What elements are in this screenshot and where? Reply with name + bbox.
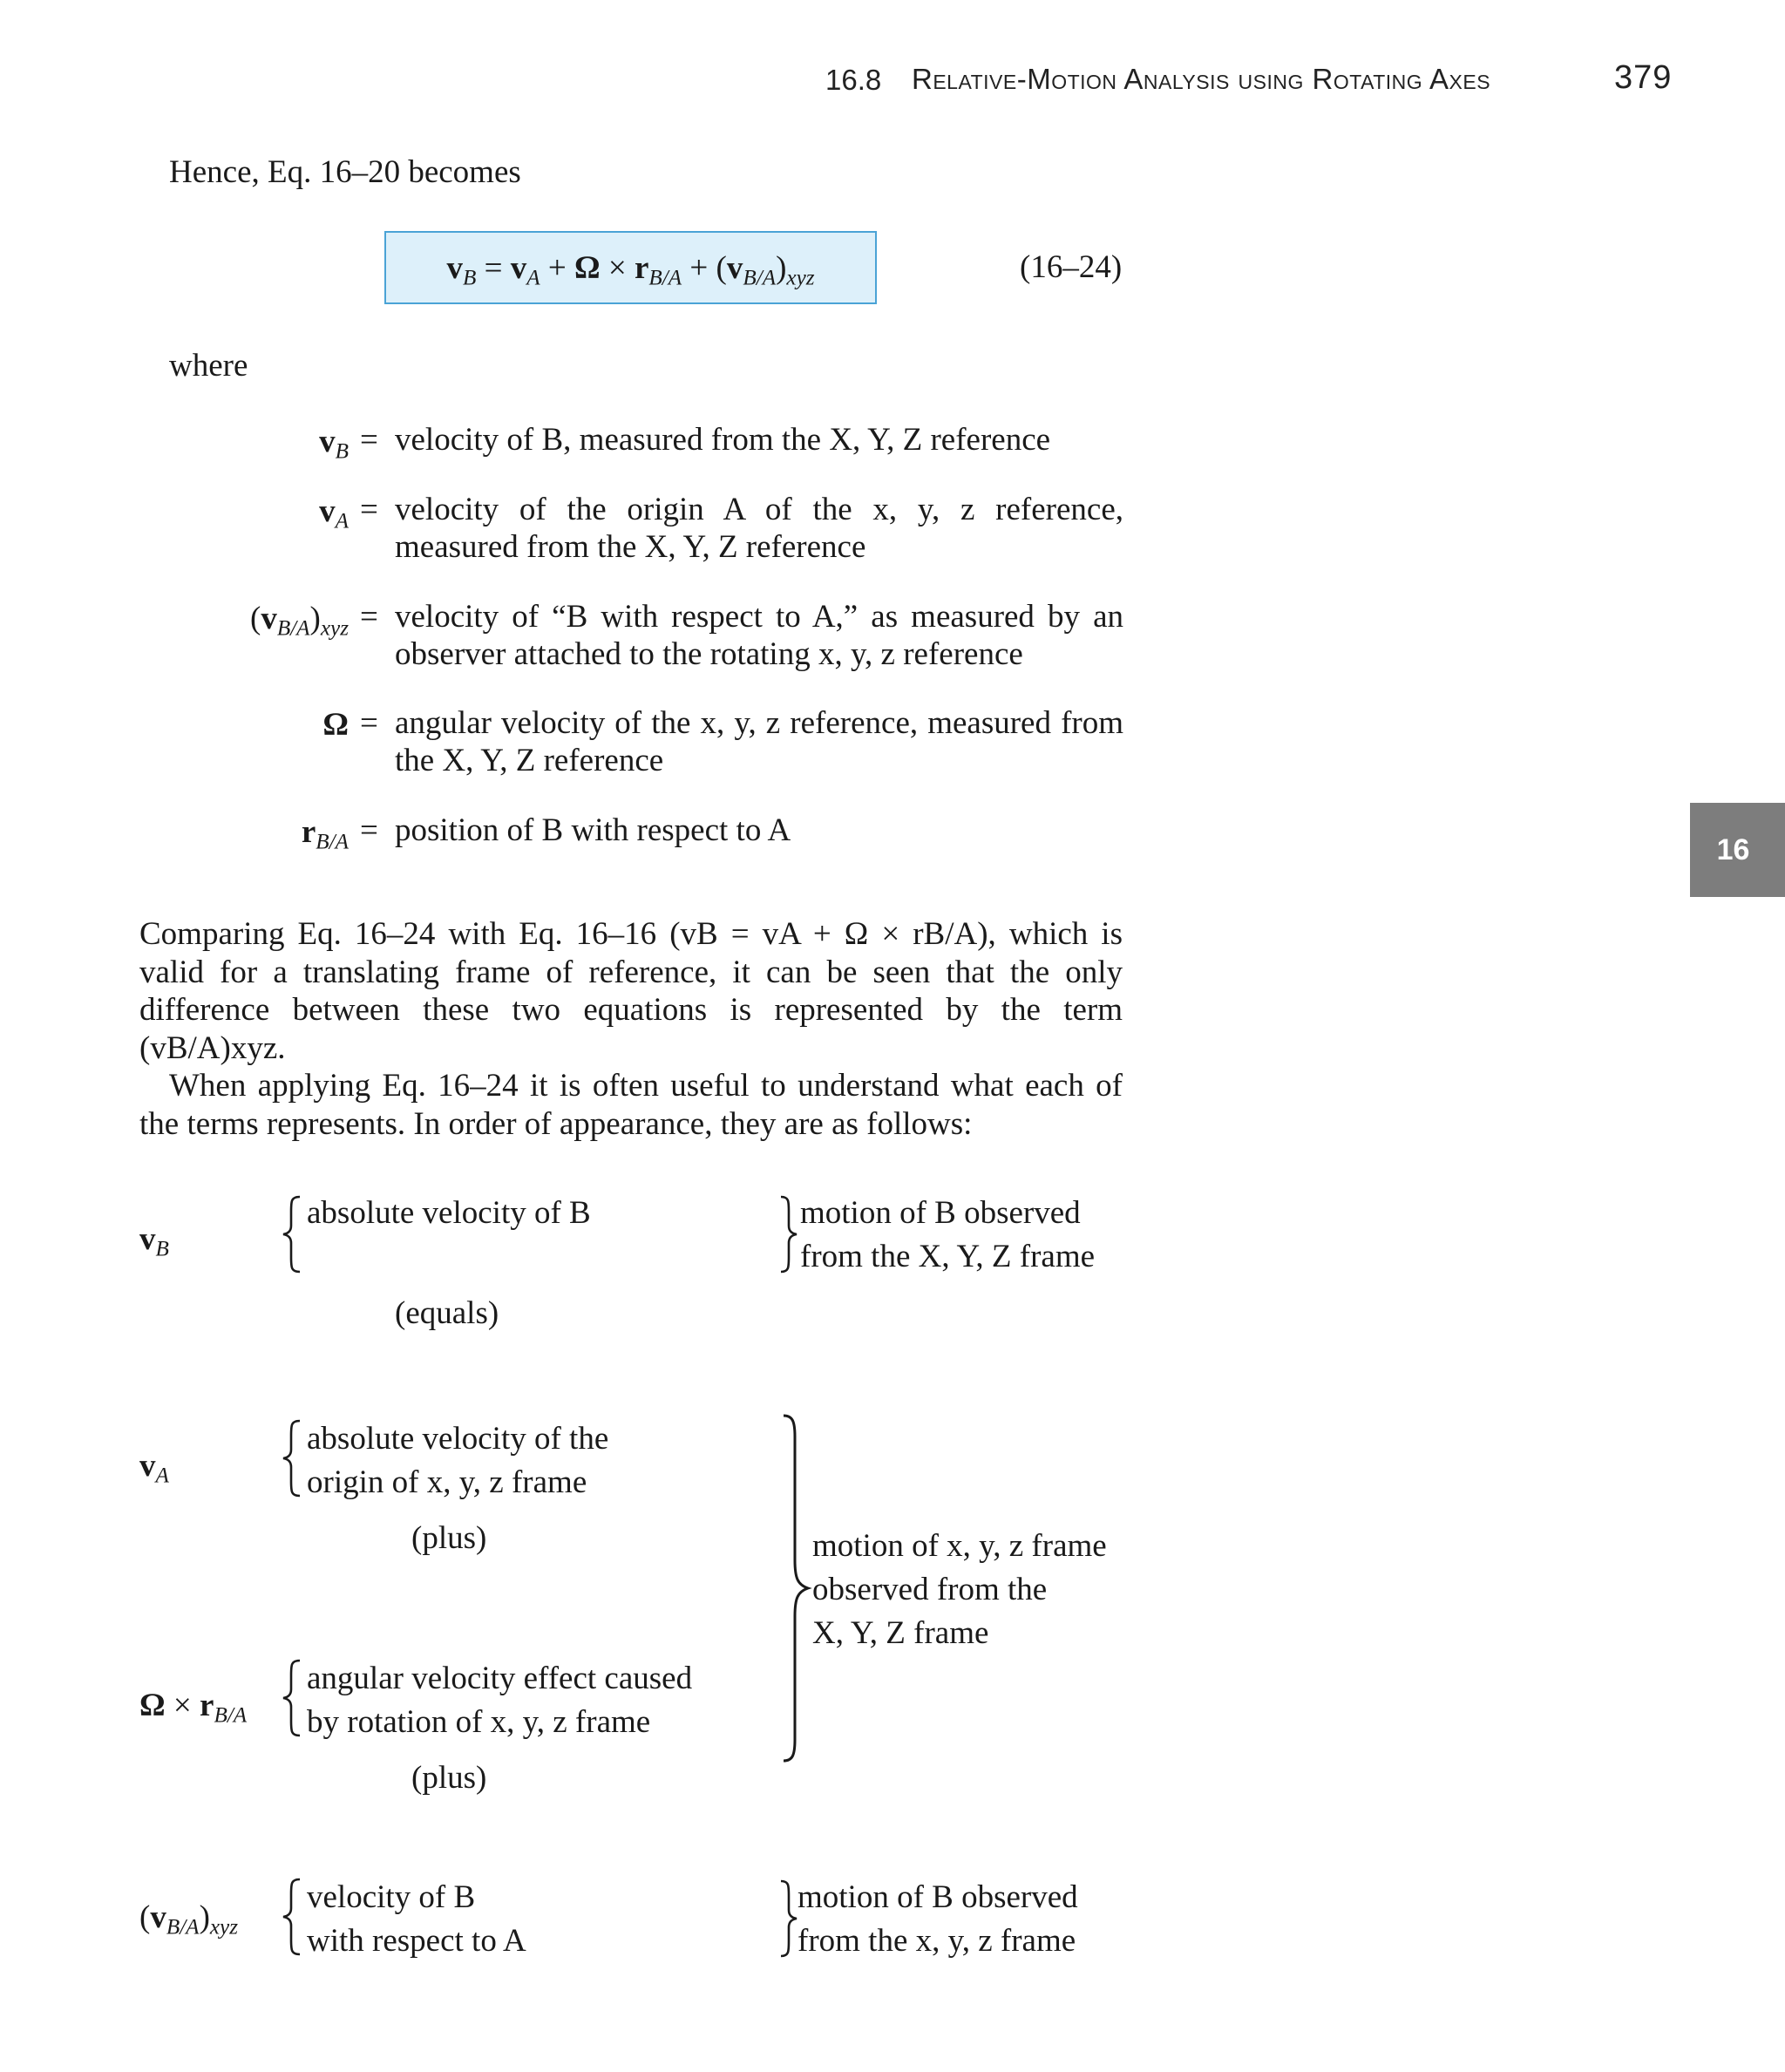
left-brace-icon: [281, 1418, 307, 1498]
equation-expression: $v_B = v_A + \Omega \times r_{B/A} + (v_{B/A})_{xyz}$: [446, 249, 815, 290]
term-vB: $v_B$: [139, 1221, 169, 1261]
term-vBA-desc-2: with respect to A: [307, 1923, 526, 1959]
term-vB-motion-2: from the X, Y, Z frame: [800, 1239, 1096, 1274]
term-vA-desc-2: origin of x, y, z frame: [307, 1464, 587, 1500]
def-rBA-symbol: $r_{B/A}$: [301, 814, 349, 854]
term-vBA-desc-1: velocity of B: [307, 1879, 476, 1915]
term-omega-cross-r: $\Omega \times r_{B/A}$: [139, 1688, 248, 1728]
body-paragraph-1: Comparing Eq. 16–24 with Eq. 16–16 (vB = vA + Ω × rB/A), which is valid for a translating frame of reference, it can be seen that the only difference between these two equations is represented by the term (vB/A)xyz.: [139, 916, 1123, 1066]
where-label: where: [169, 348, 248, 384]
body-paragraph-2: When applying Eq. 16–24 it is often useful to understand what each of the terms represents. In order of appearance, they are as follows:: [139, 1068, 1123, 1142]
def-vA-symbol: $v_A$: [319, 493, 349, 533]
term-vA-desc-1: absolute velocity of the: [307, 1421, 609, 1457]
term-vA: $v_A$: [139, 1448, 169, 1488]
def-omega-equals: =: [360, 705, 378, 741]
def-omega-text: angular velocity of the x, y, z reference, measured from the X, Y, Z reference: [395, 705, 1123, 778]
def-omega-symbol: Ω: [322, 707, 349, 743]
def-vB-symbol: $v_B$: [319, 424, 349, 464]
group-motion-2: observed from the: [812, 1572, 1048, 1607]
group-motion-3: X, Y, Z frame: [812, 1615, 989, 1651]
connector-plus-1: (plus): [411, 1520, 487, 1556]
connector-plus-2: (plus): [411, 1760, 487, 1796]
def-vBA-equals: =: [360, 599, 378, 635]
chapter-tab: 16: [1690, 803, 1785, 897]
group-right-brace-icon: [780, 1412, 815, 1765]
term-vB-desc: absolute velocity of B: [307, 1195, 591, 1231]
group-motion-1: motion of x, y, z frame: [812, 1528, 1107, 1564]
term-vBA-xyz: $(v_{B/A})_{xyz}$: [139, 1899, 239, 1940]
equation-box: [384, 231, 877, 304]
def-rBA-equals: =: [360, 812, 378, 848]
def-vBA-symbol: $(v_{B/A})_{xyz}$: [249, 601, 349, 641]
def-vA-text: velocity of the origin A of the x, y, z reference, measured from the X, Y, Z reference: [395, 492, 1123, 565]
section-title: Relative-Motion Analysis using Rotating Axes: [912, 63, 1491, 95]
def-rBA-text: position of B with respect to A: [395, 812, 791, 848]
term-vBA-motion-2: from the x, y, z frame: [797, 1923, 1076, 1959]
term-vB-motion-1: motion of B observed: [800, 1195, 1081, 1231]
left-brace-icon: [281, 1877, 307, 1957]
connector-equals: (equals): [395, 1295, 499, 1331]
def-vBA-text: velocity of “B with respect to A,” as measured by an observer attached to the rotating x, y, z reference: [395, 599, 1123, 672]
def-vA-equals: =: [360, 492, 378, 527]
right-brace-icon: [778, 1878, 799, 1959]
term-omega-desc-2: by rotation of x, y, z frame: [307, 1704, 651, 1740]
left-brace-icon: [281, 1658, 307, 1738]
term-omega-desc-1: angular velocity effect caused: [307, 1661, 693, 1696]
right-brace-icon: [778, 1194, 799, 1274]
page-number: 379: [1614, 59, 1673, 96]
intro-text: Hence, Eq. 16–20 becomes: [169, 154, 521, 190]
def-vB-text: velocity of B, measured from the X, Y, Z reference: [395, 422, 1051, 458]
left-brace-icon: [281, 1194, 307, 1274]
term-vBA-motion-1: motion of B observed: [797, 1879, 1078, 1915]
equation-number: (16–24): [1020, 249, 1123, 285]
def-vB-equals: =: [360, 422, 378, 458]
section-number: 16.8: [825, 64, 882, 96]
